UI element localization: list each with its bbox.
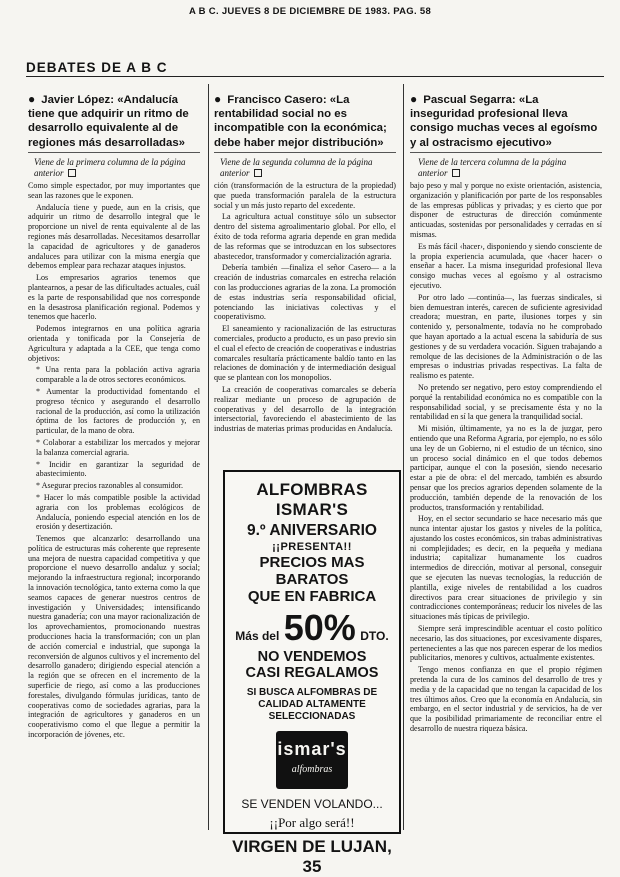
paragraph: No pretendo ser negativo, pero estoy comprendiendo el porqué la rentabilidad económica no es compatible con la responsabilidad social, y se precisamente ésta y no la rentabilidad en sí la que genera la tranquilidad social. [410,382,602,422]
ad-present: ¡¡PRESENTA!! [272,541,352,553]
paragraph: Siempre será imprescindible acentuar el costo político necesario, las dos situaciones, por excesivamente dispares, pertenecientes a las que nos parecen esperar de los medios publicitarios, menores y cultivos, actualmente existentes. [410,624,602,663]
paragraph: * Incidir en garantizar la seguridad de abastecimiento. [36,459,200,479]
paragraph: bajo peso y mal y porque no existe orientación, asistencia, organización y planificación por parte de los responsables de las empresas públicas y privadas; y es cierto que por disponer de estructuras de dirección comúnmente anticuadas, sostenidas por personalidades y cerradas en sí mismas. [410,181,602,239]
ad-prices-line1: PRECIOS MAS BARATOS [259,554,365,588]
paragraph: * Asegurar precios razonables al consumidor. [36,481,183,491]
paragraph: ción (transformación de la estructura de la propiedad) que pueda transformación paralela de la estructura social y un más justo reparto del excedente. [214,181,396,210]
ad-se-venden: SE VENDEN VOLANDO... [241,797,383,811]
paragraph: El saneamiento y racionalización de las estructuras comerciales, producto a producto, es un paso previo sin el cual el efecto de creación de cooperativas e industrias comarcales resultaría prácticamente baldío tanto en las relaciones de dominación y de intermediación desigual que se plantean con los monopolios. [214,324,396,383]
ad-logo-main: ismar's [277,739,347,759]
headline-text: Francisco Casero: «La rentabilidad social no es incompatible con la económica; debe haber mejor distribución» [214,94,387,149]
continuation-note [220,157,390,178]
ad-mas-del: Más del [235,629,280,643]
continuation-text: Viene de la primera columna de la página anterior [34,157,186,178]
article-body-1 [28,181,200,821]
top-rule [26,76,604,77]
column-divider-1 [208,84,209,830]
headline-rule [410,152,602,153]
article-body-3 [410,181,602,821]
paragraph: Como simple espectador, por muy importantes que sean las razones que le exponen. [28,181,200,200]
ad-percent: 50% [283,607,356,648]
ad-casi-regalamos: CASI REGALAMOS [245,665,379,681]
paragraph: La creación de cooperativas comarcales se debería realizar mediante un proceso de agrupación de cooperativas y del desarrollo de la integración intersectorial, favoreciendo el abastecimiento de las industrias de materias primas producidas en Andalucía. [214,384,396,434]
paragraph: Tenemos que alcanzarlo: desarrollando una política de estructuras más coherente que represente una mejora de nuestra capacidad competitiva y que proporcione el nuevo desarrollo andaluz y social; mejorando la infraestructura regional; incorporando la innovación tecnológica, tanto externa como la que seamos capaces de generar nuestros centros de investigación y Universidades; intensificando nuestra ganadería; con una mayor racionalización de los aprovechamientos, promocionando nuestras producciones hacia la transformación; con un plan de acción comercial e industrial, que suponga la reconversión de algunos cultivos y el incremento del desarrollo ganadero; dirigiendo especial atención a la región que se ofrecen en el incremento de la superficie de riego, así como a las producciones forestales, divulgando fórmulas jurídicas, tanto de cooperativas como de sociedades agrarias, para la integración de agricultores y ganaderos en un cooperativismo como el que llegue a permitir la incorporación de jóvenes, etc. [28,534,200,740]
paragraph: * Una renta para la población activa agraria comparable a la de otros sectores económicos. [36,365,200,385]
headline-text: Javier López: «Andalucía tiene que adquirir un ritmo de desarrollo equivalente al de regiones más desarrolladas» [28,94,189,149]
ad-no-vendemos: NO VENDEMOS [257,649,367,665]
ad-prices-line2: QUE EN FABRICA [247,588,377,605]
ad-anniversary: 9.º ANIVERSARIO [247,522,377,539]
headline-text: Pascual Segarra: «La inseguridad profesional lleva consigo muchas veces al egoísmo y al ostracismo ejecutivo» [410,94,598,149]
ad-address: VIRGEN DE LUJAN, 35 [232,837,392,876]
bullet-icon: ● [28,92,36,106]
continuation-text: Viene de la tercera columna de la página anterior [418,157,567,178]
checkbox-icon [452,169,460,177]
continuation-text: Viene de la segunda columna de la página anterior [220,157,373,178]
article-body-2 [214,181,396,461]
section-title: DEBATES DE A B C [26,60,168,75]
headline-javier-lopez [28,92,200,150]
paragraph: Es más fácil ‹hacer›, disponiendo y siendo consciente de la propia experiencia acumulada, que ‹hacer hacer› o enseñar a hacer. La misma inseguridad profesional lleva consigo muchas veces al egoísmo y al ostracismo ejecutivo. [410,241,602,290]
headline-rule [28,152,200,153]
advertisement-ismars [223,470,401,876]
paragraph: Podemos integrarnos en una política agraria orientada y tonificada por la Consejería de Agricultura y adaptada a la CEE, que tenga como objetivos: [28,324,200,363]
ad-logo-sub: alfombras [291,764,333,775]
paragraph: * Aumentar la productividad fomentando el progreso técnico y asegurando el desarrollo racional de la producción, así como la utilización óptima de los factores de producción y, en particular, de la mano de obra. [36,386,200,436]
paragraph: Tengo menos confianza en que el propio régimen pretenda la cura de los caminos del desarrollo de tres y media y de la capacidad que no tengan la capacidad de los tres últimos años. Creo que la economía en Andalucía, sin embargo, en el sector industrial y de servicios, ha de ver que la posibilidad primariamente de reconciliar entre el desarrollo de nuestra riqueza básica. [410,665,602,734]
headline-pascual-segarra [410,92,600,150]
ad-dto: DTO. [360,629,389,643]
paragraph: La agricultura actual constituye sólo un subsector dentro del sistema agroalimentario global. Por ello, el éxito de toda reforma agraria depende en gran medida de las reformas que se introduzcan en los subsectores abastecedor, transformador y comercialización agraria. [214,212,396,261]
ad-por-algo: ¡¡Por algo será!! [269,815,355,830]
paragraph: Hoy, en el sector secundario se hace necesario más que nunca intentar ajustar los gastos y niveles de la política, ajustando los costes económicos, sin trabas administrativas ni complejidades; es decir, en la pequeña y mediana industria; capitalizar humanamente los cuadros intermedios de dirección, motivar al personal, conseguir que se ejecuten las nuevas tecnologías, la reducción de plantilla, exige niveles de rentabilidad a los cuadros directivos para crear situaciones de privilegio y sin contradicciones contemporáneas; reducir los niveles de las situaciones más típicas de privilegio. [410,514,602,622]
paragraph: * Colaborar a estabilizar los mercados y mejorar la balanza comercial agraria. [36,437,200,457]
headline-francisco-casero [214,92,398,150]
paragraph: * Hacer lo más compatible posible la actividad agraria con los problemas ecológicos de Andalucía, poniendo especial atención en los de erosión y desertización. [36,492,200,532]
bullet-icon: ● [214,92,222,106]
checkbox-icon [68,169,76,177]
ad-logo [276,731,348,789]
paragraph: Por otro lado —continúa—, las fuerzas sindicales, si bien demuestran interés, carecen de suficiente agresividad creadora; muestran, en parte, ilusiones torpes y sin contenido y, personalmente, todavía no he comprobado que hayan aportado a la actual escena la sabiduría de sus gestiones y de su verdadera vocación. Siguen trabajando a remolque de las decisiones de la Administración o de las empresas o industrias privadas respectivas. La falta de realismo es patente. [410,292,602,381]
paragraph: Andalucía tiene y puede, aun en la crisis, que adquirir un ritmo de desarrollo integral que le proporcione un nivel de renta equivalente al de las regiones más desarrolladas. Necesitamos desarrollar la capacidad de agricultores y de ganaderos andaluces para utilizar con la misma energía que debemos emplear para rechazar ataques injustos. [28,202,200,271]
ad-busca: SI BUSCA ALFOMBRAS DE CALIDAD ALTAMENTE SELECCIONADAS [246,687,378,722]
checkbox-icon [254,169,262,177]
paragraph: Los empresarios agrarios tenemos que plantearnos, a pesar de las dificultades actuales, cuál es la parte de responsabilidad que nos corresponde en la desastrosa planificación regional. Podemos y tenemos que hacerlo. [28,273,200,322]
paragraph: Mi misión, últimamente, ya no es la de juzgar, pero entiendo que una Reforma Agraria, por ejemplo, no es sólo una ley de un Gobierno, ni el estudio de un técnico, sino un proceso social dinámico en el que todos debemos participar, aunque el con la posesión, siendo necesario estar a pie de obra: el del mercado, también es absurdo pensar que los precios agrarios dependen solamente de la producción, también depende de la renovación de los productos, transformación y rentabilidad. [410,424,602,512]
page-header: A B C. JUEVES 8 DE DICIEMBRE DE 1983. PAG. 58 [188,6,432,17]
continuation-note [34,157,194,178]
continuation-note [418,157,596,178]
bullet-icon: ● [410,92,418,106]
ad-brand: ALFOMBRAS ISMAR'S [256,480,368,519]
column-divider-2 [403,84,404,830]
paragraph: Debería también —finaliza el señor Casero— a la creación de industrias comarcales en estrecha relación con las producciones agrarias de la zona. La promoción de estas industrias sería responsabilidad oficial, potenciando las iniciativas colectivas y el cooperativismo. [214,263,396,322]
headline-rule [214,152,396,153]
ad-discount [225,607,399,649]
